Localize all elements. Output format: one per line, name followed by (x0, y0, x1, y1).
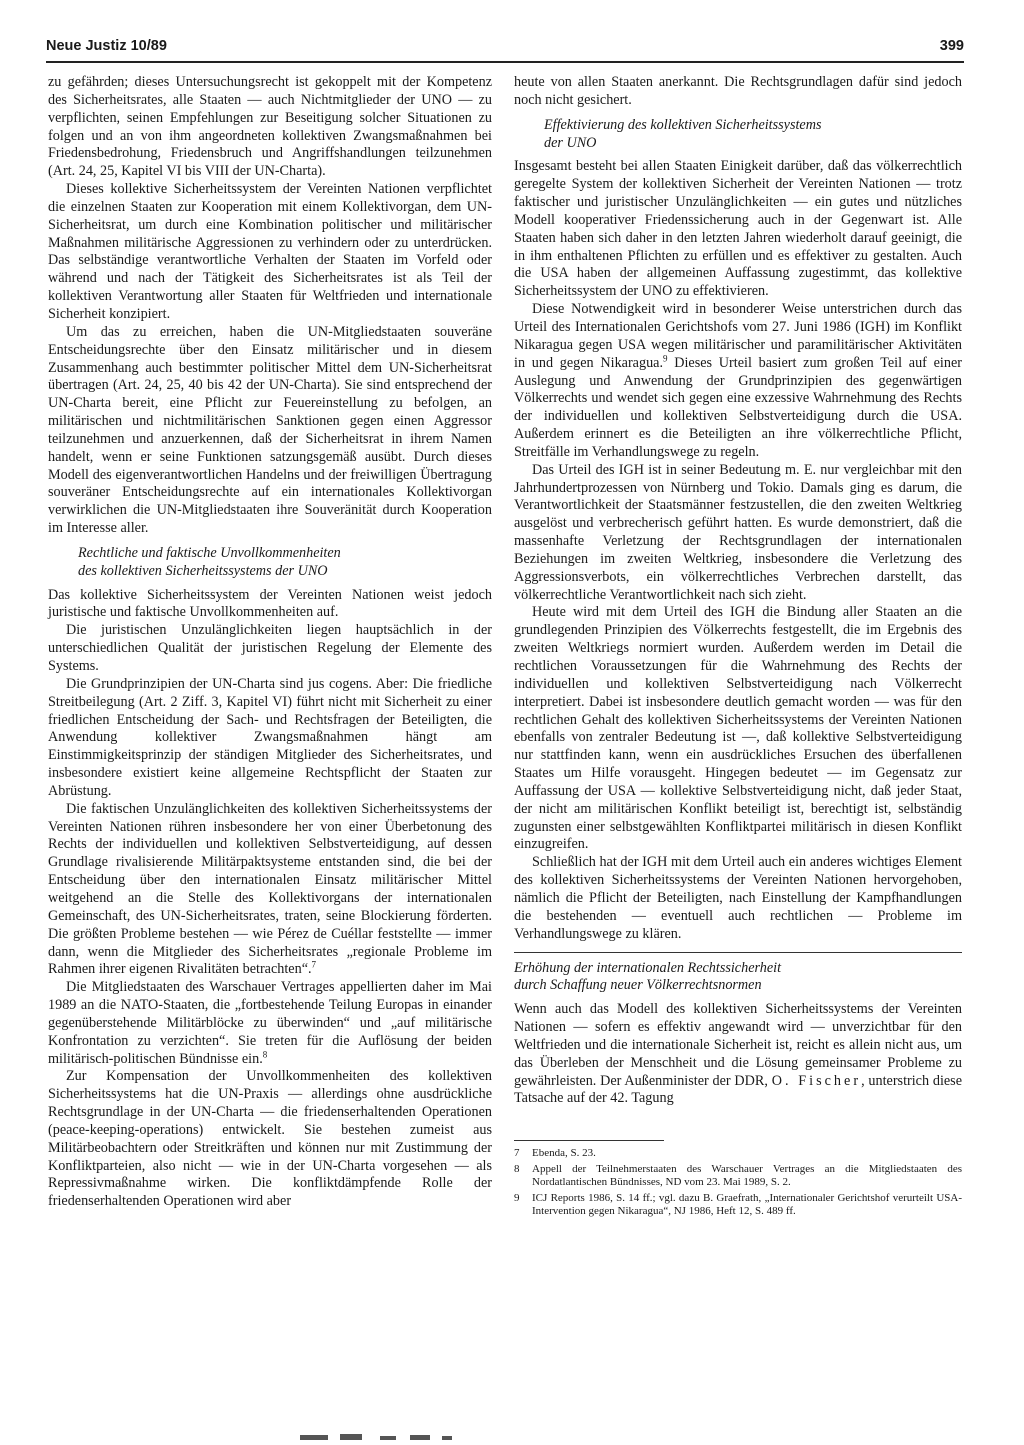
footnote-text: Ebenda, S. 23. (532, 1147, 596, 1160)
header-rule (46, 61, 964, 63)
paragraph: Zur Kompensation der Unvollkommenheiten des kollektiven Sicherheitssystems hat die UN-Praxis — allerdings ohne ausdrückliche Rechtsgrundlage in der UN-Charta — die friedenserhaltenden Operationen (peace-keeping-operations) entwickelt. Sie bestehen zumeist aus Militärbeobachtern oder Streitkräften und können nur mit Zustimmung der Konfliktparteien, also nicht — wie in der UN-Charta vorgesehen — als Repressivmaßnahme wirken. Die konfliktdämpfende Rolle der friedenserhaltenden Operationen wird aber (48, 1068, 492, 1210)
section-heading (544, 117, 962, 153)
paragraph-text: Diese Notwendigkeit wird in besonderer Weise unterstrichen durch das Urteil des Internationalen Gerichtshofs vom 27. Juni 1986 (IGH) im Konflikt Nikaragua gegen USA wegen militärischer und paramilitärischer Aktivitäten in und gegen Nikaragua. (514, 301, 962, 371)
paragraph: Heute wird mit dem Urteil des IGH die Bindung aller Staaten an die grundlegenden Prinzipien des Völkerrechts festgestellt, die im Ergebnis des zweiten Weltkriegs normiert wurden. Außerdem werden im Detail die rechtlichen Voraussetzungen für die Wahrnehmung des Rechts der individuellen und kollektiven Selbstverteidigung nach Völkerrecht interpretiert. Dabei ist insbesondere deutlich gemacht worden — was für den rechtlichen Gehalt des kollektiven Sicherheitssystems der Vereinten Nationen ebenfalls von zentraler Bedeutung ist —, daß kollektive Selbstverteidigung nur stattfinden kann, wenn ein ausdrückliches Ersuchen des überfallenen Staates um Hilfe vorausgeht. Hingegen bedeutet — im Gegensatz zur Auffassung der USA — kollektive Selbstverteidigung nicht, daß jeder Staat, der nicht am militärischen Konflikt beteiligt ist, berechtigt ist, selbständig zugunsten einer selbstgewählten Konfliktpartei militärisch in diesen Konflikt einzugreifen. (514, 604, 962, 853)
running-header (46, 38, 964, 60)
left-column (48, 74, 492, 1211)
page-number: 399 (939, 38, 964, 54)
heading-line: Effektivierung des kollektiven Sicherheitssystems (544, 116, 822, 133)
paragraph: Dieses kollektive Sicherheitssystem der Vereinten Nationen verpflichtet die einzelnen Staaten zur Kooperation mit einem Kollektivorgan, dem UN-Sicherheitsrat, um durch eine Kombination politischer und militärischer Maßnahmen militärische Aggressionen zu verhindern oder zu unterdrücken. Das selbständige verantwortliche Verhalten der Staaten im Vorfeld oder während und nach der Tätigkeit des Sicherheitsrates ist als Teil der kollektiven Verantwortung aller Staaten für Weltfrieden und internationale Sicherheit konzipiert. (48, 181, 492, 322)
footnote-ref: 9 (663, 352, 668, 363)
paragraph: Das Urteil des IGH ist in seiner Bedeutung m. E. nur vergleichbar mit den Jahrhundertprozessen von Nürnberg und Tokio. Damals ging es darum, die Verantwortlichkeit der Staatsmänner festzustellen, die den zweiten Weltkrieg ausgelöst und verbrecherisch geführt hatten. Es wurde demonstriert, daß die massenhafte Verletzung der Rechtsgrundlagen der internationalen Beziehungen im zweiten Weltkrieg, insbesondere die Verletzung des Aggressionsverbots, ein völkerrechtliches Verbrechen darstellt, das völkerrechtliche Verantwortlichkeit nach sich zieht. (514, 461, 962, 603)
paragraph (514, 301, 962, 462)
print-artifact (300, 1430, 460, 1440)
heading-line: des kollektiven Sicherheitssystems der UNO (78, 562, 328, 579)
journal-title: Neue Justiz 10/89 (46, 38, 167, 54)
paragraph-text: Die Mitgliedstaaten des Warschauer Vertrages appellierten daher im Mai 1989 an die NATO-Staaten, die „fortbestehende Teilung Europas in einander gegenüberstehende Militärblöcke zu überwinden“ und „auf militärische Konfrontation zu verzichten“. Sie treten für die Auflösung der beiden militärisch-politischen Bündnisse ein. (48, 979, 492, 1067)
paragraph-text: , unterstrich diese Tatsache auf der 42. Tagung (514, 1072, 963, 1107)
footnote-number: 9 (514, 1192, 520, 1205)
paragraph: Insgesamt besteht bei allen Staaten Einigkeit darüber, daß das völkerrechtlich geregelte System der kollektiven Sicherheit der Vereinten Nationen — trotz faktischer und juristischer Unzulänglichkeiten — ein gutes und nützliches Modell kooperativer Friedenssicherung auch in der Gegenwart ist. Alle Staaten haben sich daher in den letzten Jahren wiederholt darauf geeinigt, die in ihm enthaltenen Pflichten zu erfüllen und es effektiver zu gestalten. Auch die USA haben der allgemeinen Auffassung zugestimmt, das kollektive Sicherheitssystem der UNO zu effektivieren. (514, 158, 962, 300)
paragraph: Um das zu erreichen, haben die UN-Mitgliedstaaten souveräne Entscheidungsrechte über den Einsatz militärischer und in diesem Zusammenhang auch bestimmter politischer Mittel dem UN-Sicherheitsrat übertragen (Art. 24, 25, 40 bis 42 der UN-Charta). Sie sind entsprechend der UN-Charta bereit, eine Pflicht zur Feuereinstellung zu befolgen, an militärischen und nichtmilitärischen Sanktionen gegen einen Aggressor teilzunehmen und anzuerkennen, daß der Sicherheitsrat in ihrem Namen handelt, wenn er seine Funktionen satzungsgemäß ausübt. Durch dieses Modell des eigenverantwortlichen Handelns und der freiwilligen Übertragung souveräner Entscheidungsrechte auf ein internationales Kollektivorgan verwirklichen die UN-Mitgliedstaaten ihre Souveränität durch Kooperation im Interesse aller. (48, 323, 492, 537)
heading-line: Rechtliche und faktische Unvollkommenheiten (78, 544, 341, 561)
footnote (514, 1192, 962, 1218)
paragraph (48, 979, 492, 1068)
paragraph-text: Wenn auch das Modell des kollektiven Sicherheitssystems der Vereinten Nationen — sofern es effektiv angewandt wird — unverzichtbar für den Weltfrieden und die internationale Sicherheit ist, reicht es allein nicht aus, um das Überleben der Menschheit und die Lösung gemeinsamer Probleme zu gewährleisten. Der Außenminister der DDR, (514, 1001, 962, 1089)
spaced-name: O. Fischer (771, 1072, 862, 1089)
paragraph: Die juristischen Unzulänglichkeiten liegen hauptsächlich in der unterschiedlichen Qualität der juristischen Regelung der Elemente des Systems. (48, 622, 492, 674)
paragraph: Die Grundprinzipien der UN-Charta sind jus cogens. Aber: Die friedliche Streitbeilegung (Art. 2 Ziff. 3, Kapitel VI) führt nicht mit Sicherheit zu einer friedlichen Entscheidung der Sach- und Rechtsfragen der Beteiligten, die Anwendung kollektiver Zwangsmaßnahmen hängt am Einstimmigkeitsprinzip der ständigen Mitglieder des Sicherheitsrates, und insbesondere existiert keine allgemeine Rechtspflicht der Staaten zur Abrüstung. (48, 675, 492, 799)
footnote (514, 1163, 962, 1189)
heading-line: der UNO (544, 134, 597, 151)
section-rule (514, 952, 962, 953)
footnote (514, 1147, 962, 1160)
footnote-number: 7 (514, 1147, 520, 1160)
paragraph: Das kollektive Sicherheitssystem der Vereinten Nationen weist jedoch juristische und faktische Unvollkommenheiten auf. (48, 586, 492, 621)
paragraph-text: Die faktischen Unzulänglichkeiten des kollektiven Sicherheitssystems der Vereinten Nationen rühren insbesondere her von einer Überbetonung des Rechts der individuellen und kollektiven Selbstverteidigung, auf dessen Grundlage rivalisierende Militärpaktsysteme entstanden sind, die bei der Entscheidung über den internationalen Einsatz militärischer Mittel weitgehend an die Stelle des Kollektivorgans der internationalen Gemeinschaft, des UN-Sicherheitsrates, traten, seine Blockierung förderten. Die größten Probleme bestehen — wie Pérez de Cuéllar feststellte — immer dann, wenn die Mitglieder des Sicherheitsrates „regionale Probleme im Rahmen ihrer eigenen Rivalitäten betrachten“. (48, 800, 492, 978)
footnote-text: ICJ Reports 1986, S. 14 ff.; vgl. dazu B. Graefrath, „Internationaler Gerichtshof verurteilt USA-Intervention gegen Nikaragua“, NJ 1986, Heft 12, S. 489 ff. (532, 1192, 962, 1218)
paragraph: zu gefährden; dieses Untersuchungsrecht ist gekoppelt mit der Kompetenz des Sicherheitsrates, alle Staaten — auch Nichtmitglieder der UNO — zu verpflichten, seinen Empfehlungen zur Beseitigung solcher Situationen zu folgen und an von ihm angeordneten kollektiven Zwangsmaßnahmen bei Friedensbedrohung, Friedensbruch und Angriffshandlungen teilzunehmen (Art. 24, 25, Kapitel VI bis VIII der UN-Charta). (48, 74, 492, 180)
section-heading (514, 960, 962, 996)
paragraph (514, 1001, 962, 1108)
section-heading (78, 545, 492, 581)
paragraph (48, 801, 492, 979)
paragraph-text: Dieses Urteil basiert zum großen Teil auf einer Auslegung und Anwendung der Grundprinzipien des gegenwärtigen Völkerrechts und wendet sich gegen eine exzessive Wahrnehmung des Rechts der individuellen und kollektiven Selbstverteidigung durch die USA. Außerdem erinnert es die Beteiligten an ihre völkerrechtliche Pflicht, Streitfälle im Verhandlungswege zu regeln. (514, 354, 962, 460)
paragraph: Schließlich hat der IGH mit dem Urteil auch ein anderes wichtiges Element des kollektiven Sicherheitssystems der Vereinten Nationen hervorgehoben, nämlich die Pflicht der Beteiligten, nach Einstellung der Kampfhandlungen die bestehenden — eventuell auch rechtlichen — Probleme im Verhandlungswege zu klären. (514, 854, 962, 942)
footnote-rule (514, 1140, 664, 1141)
heading-line: Erhöhung der internationalen Rechtssicherheit (514, 959, 782, 976)
footnote-text: Appell der Teilnehmerstaaten des Warschauer Vertrages an die Mitgliedstaaten des Nordatlantischen Bündnisses, ND vom 23. Mai 1989, S. 2. (532, 1163, 962, 1189)
footnote-ref: 8 (262, 1048, 268, 1059)
heading-line: durch Schaffung neuer Völkerrechtsnormen (514, 977, 762, 994)
paragraph: heute von allen Staaten anerkannt. Die Rechtsgrundlagen dafür sind jedoch noch nicht gesichert. (514, 74, 962, 108)
footnote-ref: 7 (311, 959, 317, 970)
footnote-number: 8 (514, 1163, 520, 1176)
right-column (514, 74, 962, 1221)
